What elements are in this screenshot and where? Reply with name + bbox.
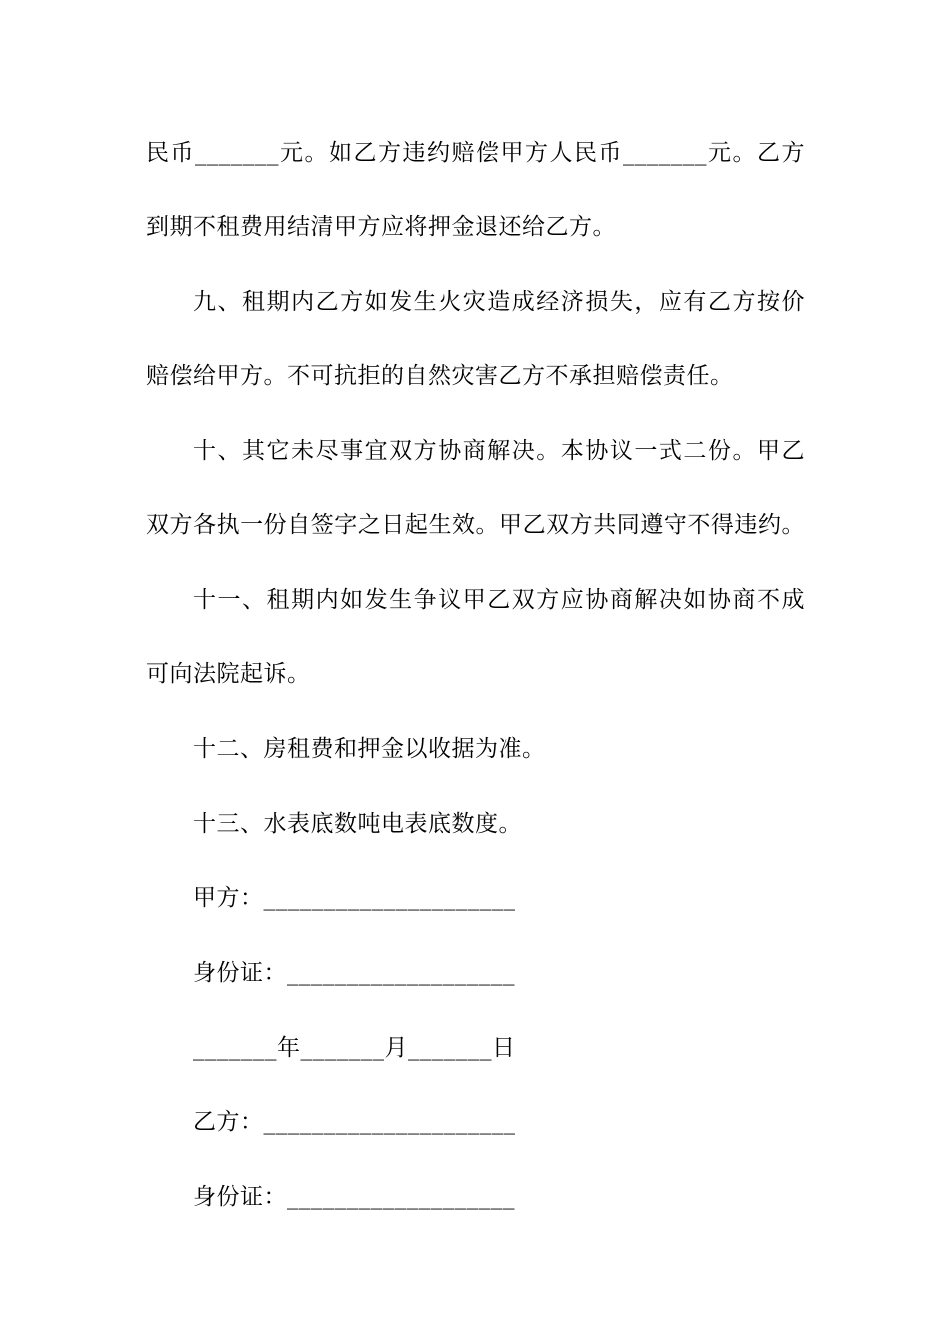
- paragraph-11-line-1: 十一、租期内如发生争议甲乙双方应协商解决如协商不成: [193, 587, 805, 613]
- paragraph-10-line-2: 双方各执一份自签字之日起生效。甲乙双方共同遵守不得违约。: [146, 512, 805, 538]
- paragraph-11-line-2: 可向法院起诉。: [146, 661, 311, 687]
- party-a-signature: 甲方：_____________________: [193, 885, 516, 911]
- paragraph-13: 十三、水表底数吨电表底数度。: [193, 811, 522, 837]
- paragraph-9-line-2: 赔偿给甲方。不可抗拒的自然灾害乙方不承担赔偿责任。: [146, 363, 734, 389]
- paragraph-12: 十二、房租费和押金以收据为准。: [193, 736, 546, 762]
- party-a-id: 身份证：___________________: [193, 960, 515, 986]
- party-b-signature: 乙方：_____________________: [193, 1109, 516, 1135]
- paragraph-8-line-2: 民币_______元。如乙方违约赔偿甲方人民币_______元。乙方: [146, 140, 805, 166]
- paragraph-10-line-1: 十、其它未尽事宜双方协商解决。本协议一式二份。甲乙: [193, 438, 805, 464]
- paragraph-8-line-3: 到期不租费用结清甲方应将押金退还给乙方。: [146, 214, 616, 240]
- party-b-id: 身份证：___________________: [193, 1184, 515, 1210]
- signature-date: _______年_______月_______日: [193, 1035, 516, 1061]
- paragraph-9-line-1: 九、租期内乙方如发生火灾造成经济损失，应有乙方按价: [193, 289, 805, 315]
